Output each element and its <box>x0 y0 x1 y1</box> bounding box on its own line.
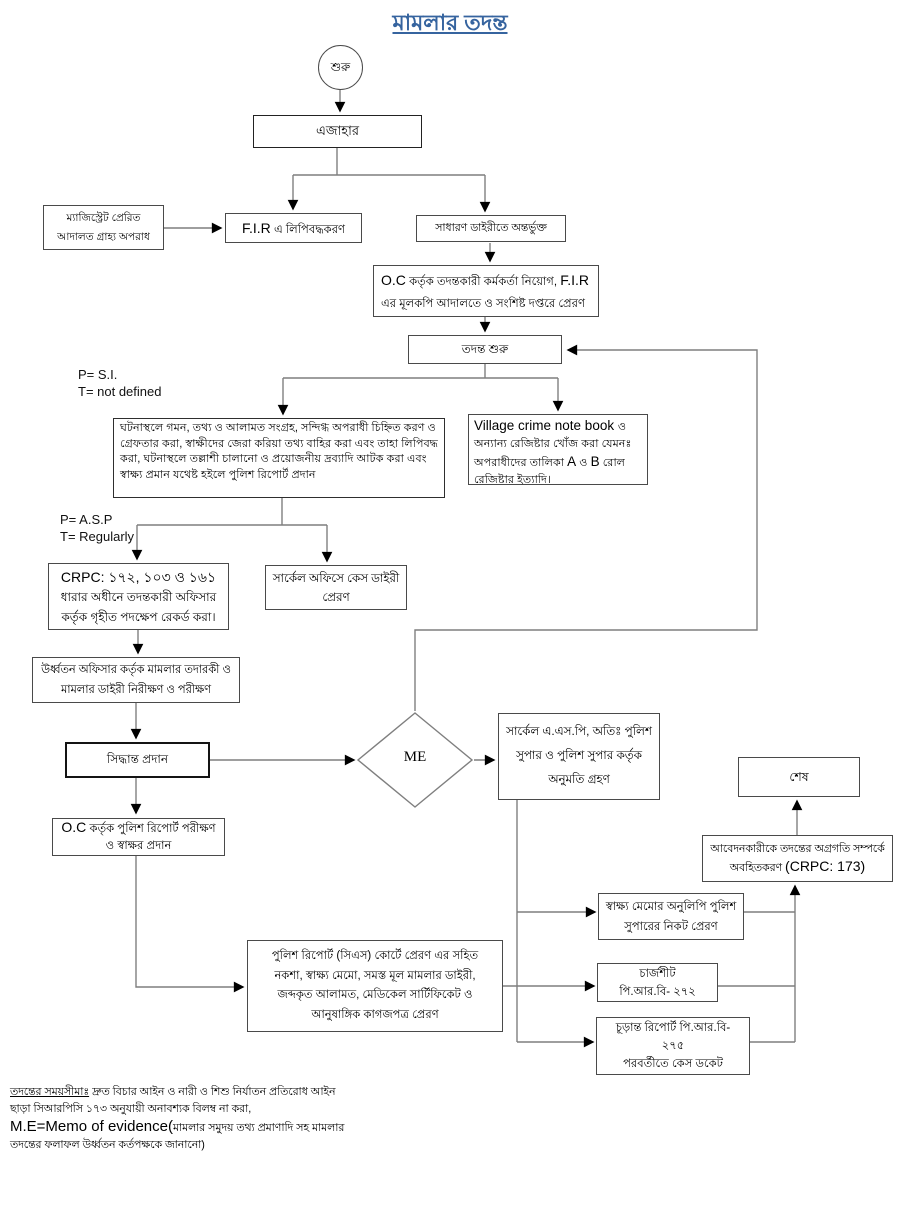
node-general-diary-label: সাধারণ ডাইরীতে অন্তর্ভুক্ত <box>435 221 547 234</box>
note-p-asp-line1: P= A.S.P <box>60 512 113 527</box>
node-final-report-line2: ২৭৫ <box>661 1040 685 1052</box>
node-evidence-memo-label: স্বাক্ষ্য মেমোর অনুলিপি পুলিশ সুপারের নিকট প্রেরণ <box>605 900 737 933</box>
node-circle-asp-label: সার্কেল এ.এস.পি, অতিঃ পুলিশ সুপার ও পুলিশ সুপার কর্তৃক অনুমতি গ্রহণ <box>506 724 652 786</box>
footer-line4: তদন্তের ফলাফল উর্ধ্বতন কর্তপক্ষকে জানানো) <box>10 1139 205 1151</box>
node-fir <box>225 213 362 243</box>
node-applicant-line2-bn: অবহিতকরণ <box>729 861 786 874</box>
node-fir-en: F.I.R <box>241 219 271 236</box>
node-village-crime <box>468 414 648 485</box>
node-circle-office-label: সার্কেল অফিসে কেস ডাইরী প্রেরণ <box>272 570 400 604</box>
node-end <box>738 757 860 797</box>
note-p-si-line2: T= not defined <box>78 384 162 399</box>
footer-line2: ছাড়া সিআরপিসি ১৭৩ অনুযায়ী অনাবশ্যক বিলম্ব না করা, <box>10 1103 252 1115</box>
node-magistrate-line2: আদালত গ্রাহ্য অপরাধ <box>57 230 150 243</box>
node-chargesheet-line2: পি.আর.বি- ২৭২ <box>619 985 696 998</box>
node-crpc-line3: কর্তৃক গৃহীত পদক্ষেপ রেকর্ড করা। <box>61 609 216 624</box>
node-oc-report-seg1: O.C <box>61 819 87 835</box>
note-p-si <box>78 366 161 400</box>
node-magistrate-line1: ম্যাজিস্ট্রেট প্রেরিত <box>66 211 141 224</box>
node-oc-assign-seg2: কর্তৃক তদন্তকারী কর্মকর্তা নিয়োগ, <box>405 276 561 288</box>
node-senior-officer-label: উর্ধ্বতন অফিসার কর্তৃক মামলার তদারকী ও মামলার ডাইরী নিরীক্ষণ ও পরীক্ষণ <box>41 664 231 696</box>
node-chargesheet <box>597 963 718 1002</box>
note-p-asp-line2: T= Regularly <box>60 529 135 544</box>
node-decision-label: সিদ্ধান্ত প্রদান <box>106 752 169 767</box>
node-oc-report-seg2: কর্তৃক পুলিশ রিপোর্ট পরীক্ষণ ও স্বাক্ষর প্রদান <box>86 823 216 852</box>
node-start <box>318 45 363 90</box>
node-village-crime-seg2: ও অন্যান্য রেজিষ্টার খোঁজ করা যেমনঃ অপরাধীদের তালিকা <box>474 421 632 469</box>
note-p-si-line1: P= S.I. <box>78 367 118 382</box>
node-fir-bn: এ লিপিবদ্ধকরণ <box>270 223 346 236</box>
node-police-report-cs <box>247 940 503 1032</box>
node-applicant-line1: আবেদনকারীকে তদন্তের অগ্রগতি সম্পর্কে <box>710 842 885 855</box>
node-ejahar <box>253 115 422 148</box>
node-village-crime-seg1: Village crime note book <box>474 418 618 433</box>
node-village-crime-seg3: A <box>567 454 577 469</box>
node-end-label: শেষ <box>789 769 809 784</box>
footer-line3-en: M.E=Memo of evidence( <box>10 1118 173 1135</box>
page-title: মামলার তদন্ত <box>392 10 508 35</box>
node-field-work <box>113 418 445 498</box>
node-crpc-line2: ধারার অধীনে তদন্তকারী অফিসার <box>60 589 217 604</box>
node-oc-assign-seg3: F.I.R <box>560 272 590 288</box>
node-applicant-line2-en: (CRPC: 173) <box>785 857 866 874</box>
note-p-asp <box>60 511 134 545</box>
footer-notes <box>10 1084 344 1154</box>
node-oc-report <box>52 818 225 856</box>
node-evidence-memo <box>598 893 744 940</box>
footer-line1-underline: তদন্তের সময়সীমাঃ <box>10 1086 90 1098</box>
node-final-report <box>596 1017 750 1075</box>
node-oc-assign-seg1: O.C <box>381 272 406 288</box>
node-me-diamond-label: ME <box>403 749 427 765</box>
node-magistrate <box>43 205 164 250</box>
node-start-label: শুরু <box>330 59 351 74</box>
node-village-crime-seg6: রোল রেজিষ্টার ইত্যাদি। <box>474 457 626 486</box>
node-crpc-record <box>48 563 229 630</box>
node-investigation-start <box>408 335 562 364</box>
node-final-report-line1: চূড়ান্ত রিপোর্ট পি.আর.বি- <box>615 1022 731 1034</box>
node-crpc-line1: CRPC: ১৭২, ১০৩ ও ১৬১ <box>60 568 217 585</box>
node-general-diary <box>416 215 566 242</box>
node-oc-assign <box>373 265 599 317</box>
node-oc-assign-line2: এর মূলকপি আদালতে ও সংশিষ্ট দপ্তরে প্রেরণ <box>381 298 585 310</box>
node-field-work-text: ঘটনাস্থলে গমন, তথ্য ও আলামত সংগ্রহ, সন্দিগ্ধ অপরাধী চিহ্নিত করণ ও গ্রেফতার করা, স্বাক্ষীদের জেরা করিয়া তথ্য বাহির করা এবং তাহা লিপিবদ্ধ করা, ঘটনাস্থলে তল্লাশী চালানো ও প্রয়োজনীয় দ্রব্যাদি আটক করা এবং স্বাক্ষ্য প্রমান যথেষ্ট হইলে পুলিশ রিপোর্ট প্রদান <box>120 422 438 481</box>
node-applicant-inform <box>702 835 893 882</box>
node-village-crime-seg4: ও <box>576 457 591 469</box>
node-chargesheet-line1: চার্জশীট <box>639 967 676 980</box>
footer-line1-rest: দ্রুত বিচার আইন ও নারী ও শিশু নির্যাতন প্রতিরোধ আইন <box>89 1086 336 1098</box>
node-final-report-line3: পরবর্তীতে কেস ডকেট <box>623 1058 723 1070</box>
node-senior-officer <box>32 657 240 703</box>
node-village-crime-seg5: B <box>590 454 600 469</box>
node-police-report-cs-text: পুলিশ রিপোর্ট (সিএস) কোর্টে প্রেরণ এর সহিত নকশা, স্বাক্ষ্য মেমো, সমস্ত মূল মামলার ডাইরী, জব্দকৃত আলামত, মেডিকেল সার্টিফিকেট ও আনুষাঙ্গিক কাগজপত্র প্রেরণ <box>271 950 479 1021</box>
node-investigation-start-label: তদন্ত শুরু <box>461 341 509 356</box>
node-circle-asp <box>498 713 660 800</box>
node-circle-office <box>265 565 407 610</box>
footer-line3-bn: মামলার সমুদয় তথ্য প্রমাণাদি সহ মামলার <box>173 1122 345 1134</box>
node-decision <box>65 742 210 778</box>
node-ejahar-label: এজাহার <box>315 123 360 139</box>
